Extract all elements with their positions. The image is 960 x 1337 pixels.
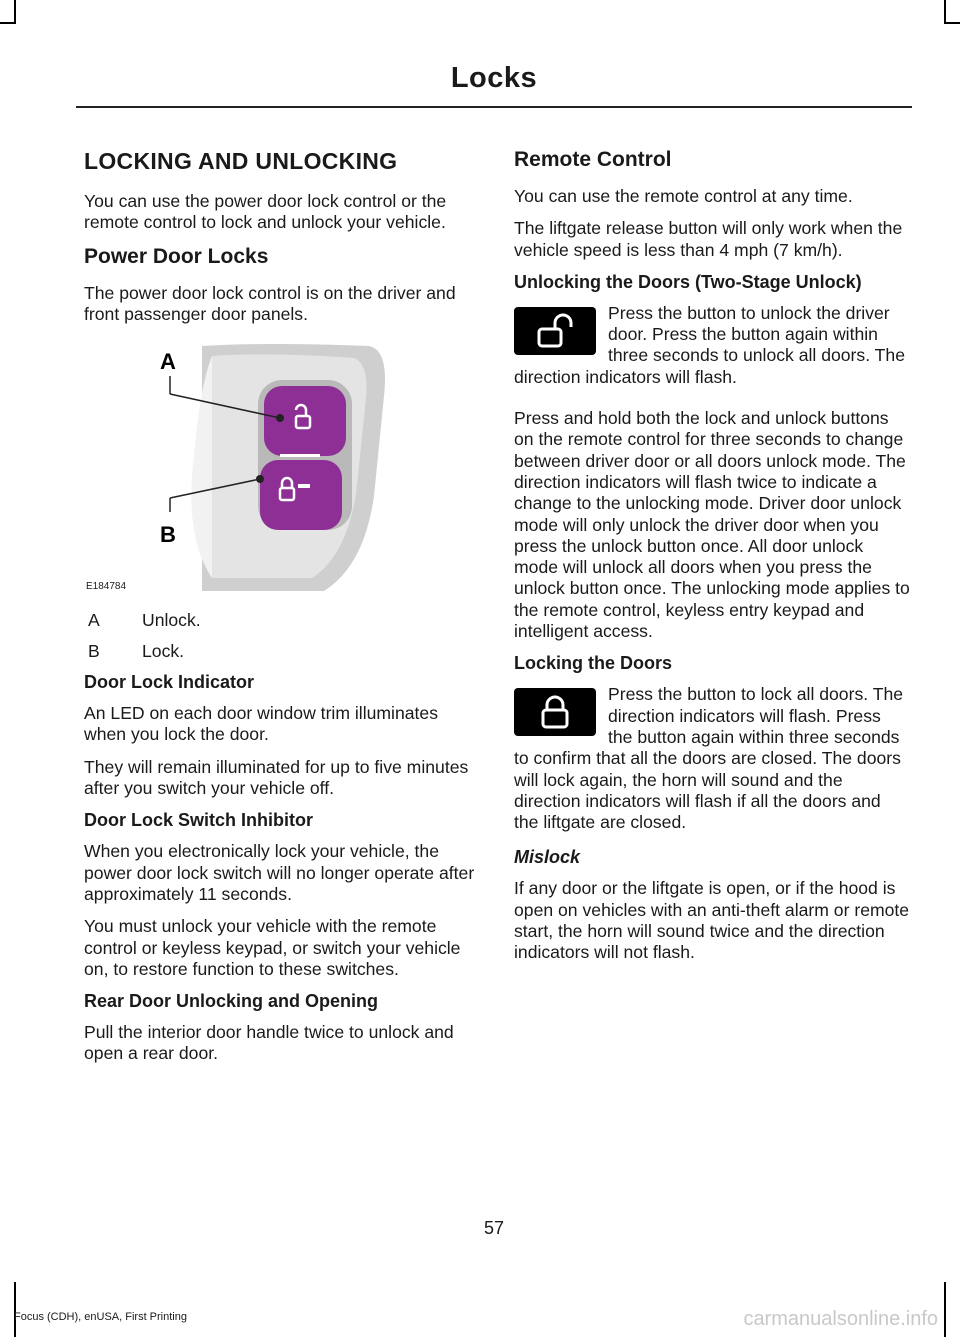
callout-row xyxy=(84,610,478,631)
unlocking-text-1: Press the button to unlock the driver door. Press the button again within three seconds to unlock all doors. The direction indicators will flash. xyxy=(514,302,905,387)
unlock-switch xyxy=(264,386,346,456)
mislock-text: If any door or the liftgate is open, or if the hood is open on vehicles with an anti-theft alarm or remote start, the horn will sound twice and the direction indicators will not flash. xyxy=(514,878,910,963)
crop-mark xyxy=(0,22,16,24)
right-column xyxy=(514,140,910,975)
crop-mark xyxy=(14,1282,16,1337)
rear-door-heading: Rear Door Unlocking and Opening xyxy=(84,991,379,1012)
lock-switch xyxy=(260,460,342,530)
callout-text: Lock. xyxy=(142,641,185,662)
mislock-heading: Mislock xyxy=(514,847,581,868)
inhibitor-heading: Door Lock Switch Inhibitor xyxy=(84,810,313,831)
crop-mark xyxy=(14,0,16,24)
watermark: carmanualsonline.info xyxy=(743,1308,938,1330)
inhibitor-text-2: You must unlock your vehicle with the remote control or keyless keypad, or switch your vehicle on, to restore function to these switches. xyxy=(84,916,461,979)
door-lock-switch-figure xyxy=(84,336,478,598)
unlock-icon xyxy=(535,313,575,349)
remote-text-2: The liftgate release button will only work when the vehicle speed is less than 4 mph (7 km/h). xyxy=(514,218,903,260)
callout-key: A xyxy=(88,610,100,631)
door-panel-illustration xyxy=(84,336,478,598)
crop-mark xyxy=(944,0,946,24)
locking-block xyxy=(514,684,910,833)
label-b: B xyxy=(160,522,176,548)
section-heading: LOCKING AND UNLOCKING xyxy=(84,148,398,174)
crop-mark xyxy=(944,1282,946,1337)
remote-heading: Remote Control xyxy=(514,148,672,171)
callout-key: B xyxy=(88,641,100,662)
unlocking-block xyxy=(514,303,910,388)
indicator-text-2: They will remain illuminated for up to five minutes after you switch your vehicle off. xyxy=(84,756,469,799)
figure-code: E184784 xyxy=(86,581,127,593)
page-number: 57 xyxy=(483,1218,505,1238)
locking-text: Press the button to lock all doors. The direction indicators will flash. Press the button again within three seconds to confirm that all the doors are closed. The doors will lock again, the horn will sound and the direction indicators will flash if all the doors and the liftgate are closed. xyxy=(514,684,904,833)
indicator-text-1: An LED on each door window trim illuminates when you lock the door. xyxy=(84,703,438,745)
crop-mark xyxy=(944,22,960,24)
rear-door-text: Pull the interior door handle twice to unlock and open a rear door. xyxy=(84,1022,454,1064)
power-locks-heading: Power Door Locks xyxy=(84,244,269,268)
page-title: Locks xyxy=(450,62,538,94)
edition-footer: Focus (CDH), enUSA, First Printing xyxy=(14,1311,187,1323)
header-divider xyxy=(76,106,912,108)
locking-heading: Locking the Doors xyxy=(514,653,673,674)
intro-text: You can use the power door lock control or the remote control to lock and unlock your vehicle. xyxy=(84,191,447,233)
callout-text: Unlock. xyxy=(142,610,201,631)
left-column xyxy=(84,140,478,1076)
label-a: A xyxy=(160,349,176,375)
lock-icon xyxy=(537,694,573,730)
remote-text-1: You can use the remote control at any time. xyxy=(514,186,853,206)
unlock-symbol xyxy=(514,307,596,355)
unlocking-text-2: Press and hold both the lock and unlock buttons on the remote control for three seconds to change between driver door or all doors unlock mode. The direction indicators will flash twice to indicate a change to the unlocking mode. Driver door unlock mode will only unlock the driver door when you press the unlock button once. All door unlock mode will unlock all doors when you press the unlock button once. The unlocking mode applies to the remote control, keyless entry keypad and intelligent access. xyxy=(514,408,910,642)
power-locks-text: The power door lock control is on the driver and front passenger door panels. xyxy=(84,282,456,324)
inhibitor-text-1: When you electronically lock your vehicle, the power door lock switch will no longer operate after approximately 11 seconds. xyxy=(84,841,475,904)
indicator-heading: Door Lock Indicator xyxy=(84,672,255,693)
unlocking-heading: Unlocking the Doors (Two-Stage Unlock) xyxy=(514,271,862,292)
callout-row xyxy=(84,641,478,662)
lock-symbol xyxy=(514,688,596,736)
